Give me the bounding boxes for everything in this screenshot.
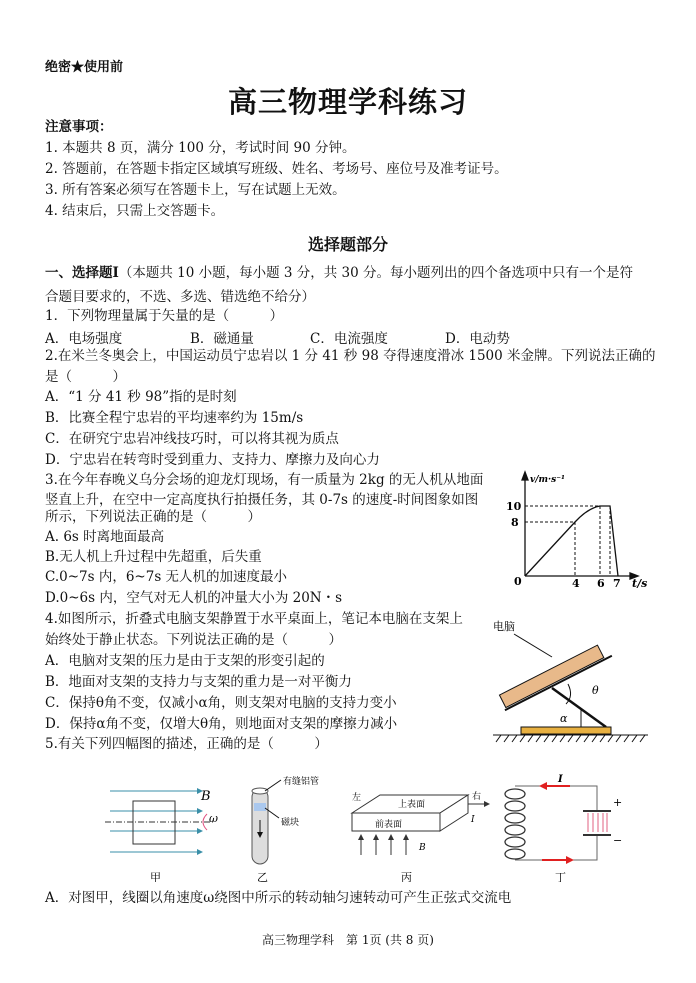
ding-plus-label: + <box>613 796 623 809</box>
bing-i-label: I <box>471 815 475 825</box>
confidential-label: 绝密★使用前 <box>45 60 124 75</box>
q4-option-b: B．地面对支架的支持力与支架的重力是一对平衡力 <box>45 674 352 690</box>
section-title: 选择题部分 <box>307 235 388 254</box>
graph-tick: 4 <box>572 577 580 588</box>
jia-omega-label: ω <box>209 812 218 825</box>
graph-tick: 8 <box>511 516 519 529</box>
theta-label: θ <box>592 684 599 697</box>
jia-caption: 甲 <box>150 871 161 882</box>
bing-left-label: 左 <box>352 793 362 803</box>
q4-option-c: C．保持θ角不变，仅减小α角，则支架对电脑的支持力变小 <box>45 695 397 711</box>
laptop-stand-figure <box>488 612 658 747</box>
velocity-curve <box>525 506 618 576</box>
notice-item: 1. 本题共 8 页，满分 100 分，考试时间 90 分钟。 <box>45 140 356 156</box>
figure-bing <box>352 790 490 882</box>
q2-stem: 是（ ） <box>45 369 126 385</box>
velocity-time-graph <box>500 470 650 588</box>
ding-i-label: I <box>558 774 563 785</box>
bing-top-label: 上表面 <box>398 800 426 810</box>
notice-heading: 注意事项： <box>45 119 113 135</box>
bing-right-label: 右 <box>472 792 482 802</box>
q2-option-b: B．比赛全程宁忠岩的平均速率约为 15m/s <box>45 410 304 426</box>
q4-option-d: D．保持α角不变，仅增大θ角，则地面对支架的摩擦力减小 <box>45 716 398 732</box>
bing-front-label: 前表面 <box>375 820 403 830</box>
section-intro-text: 合题目要求的，不选、多选、错选绝不给分） <box>45 289 315 305</box>
page-footer: 高三物理学科 第 1页 (共 8 页) <box>262 933 434 947</box>
q3-option-a: A. 6s 时离地面最高 <box>45 529 165 545</box>
q2-option-a: A．“1 分 41 秒 98”指的是时刻 <box>45 389 237 405</box>
q4-stem: 始终处于静止状态。下列说法正确的是（ ） <box>45 632 342 648</box>
yi-caption: 乙 <box>257 871 268 882</box>
yi-magnet-label: 磁块 <box>281 818 300 828</box>
figure-ding <box>505 774 622 882</box>
q5-option-a: A．对图甲，线圈以角速度ω绕图中所示的转动轴匀速转动可产生正弦式交流电 <box>45 890 512 906</box>
bing-b-label: B <box>419 843 426 853</box>
alpha-label: α <box>560 712 568 725</box>
q5-stem: 5.有关下列四幅图的描述，正确的是（ ） <box>45 736 328 752</box>
q2-stem: 2.在米兰冬奥会上，中国运动员宁忠岩以 1 分 41 秒 98 夺得速度滑冰 1500 米金牌。下列说法正确的 <box>45 348 656 364</box>
notice-item: 4. 结束后，只需上交答题卡。 <box>45 203 225 219</box>
ding-minus-label: − <box>613 834 623 847</box>
q4-option-a: A．电脑对支架的压力是由于支架的形变引起的 <box>45 653 325 669</box>
graph-tick: 6 <box>597 577 605 588</box>
q3-option-c: C.0~7s 内，6~7s 无人机的加速度最小 <box>45 569 288 585</box>
q4-stem: 4.如图所示，折叠式电脑支架静置于水平桌面上，笔记本电脑在支架上 <box>45 611 463 627</box>
notice-item: 2. 答题前，在答题卡指定区域填写班级、姓名、考场号、座位号及准考证号。 <box>45 161 508 177</box>
yi-tube-label: 有缝铝管 <box>283 777 320 787</box>
q1-option-c: C．电流强度 <box>310 331 388 347</box>
graph-tick: 7 <box>613 577 621 588</box>
q1-option-b: B．磁通量 <box>190 331 254 347</box>
graph-x-label: t/s <box>632 577 648 588</box>
section-label: 一、选择题Ⅰ <box>45 265 119 281</box>
q3-option-b: B.无人机上升过程中先超重，后失重 <box>45 549 262 565</box>
jia-b-label: B <box>201 789 211 804</box>
q3-option-d: D.0~6s 内，空气对无人机的冲量大小为 20N・s <box>45 590 343 606</box>
q2-option-c: C．在研究宁忠岩冲线技巧时，可以将其视为质点 <box>45 431 339 447</box>
q5-figures <box>95 770 625 882</box>
q1-option-a: A．电场强度 <box>45 331 123 347</box>
laptop-label: 电脑 <box>493 620 515 633</box>
ding-caption: 丁 <box>555 871 566 882</box>
q3-stem: 所示，下列说法正确的是（ ） <box>45 509 261 525</box>
figure-yi <box>252 775 319 882</box>
page-title: 高三物理学科练习 <box>227 85 468 119</box>
notice-item: 3. 所有答案必须写在答题卡上，写在试题上无效。 <box>45 182 346 198</box>
graph-y-label: v/m·s⁻¹ <box>530 475 565 485</box>
section-intro-text: （本题共 10 小题，每小题 3 分，共 30 分。每小题列出的四个备选项中只有一个是符 <box>118 265 634 281</box>
graph-tick: 10 <box>506 500 522 513</box>
q3-stem: 竖直上升，在空中一定高度执行拍摄任务，其 0-7s 的速度-时间图象如图 <box>45 492 479 508</box>
q2-option-d: D．宁忠岩在转弯时受到重力、支持力、摩擦力及向心力 <box>45 452 380 468</box>
q1-stem: 1．下列物理量属于矢量的是（ ） <box>45 308 284 324</box>
section-intro <box>45 264 633 282</box>
graph-tick: 0 <box>514 575 522 588</box>
figure-jia <box>105 788 218 882</box>
bing-caption: 丙 <box>401 871 412 882</box>
q1-option-d: D．电动势 <box>445 331 510 347</box>
q3-stem: 3.在今年春晚义乌分会场的迎龙灯现场，有一质量为 2kg 的无人机从地面 <box>45 472 484 488</box>
